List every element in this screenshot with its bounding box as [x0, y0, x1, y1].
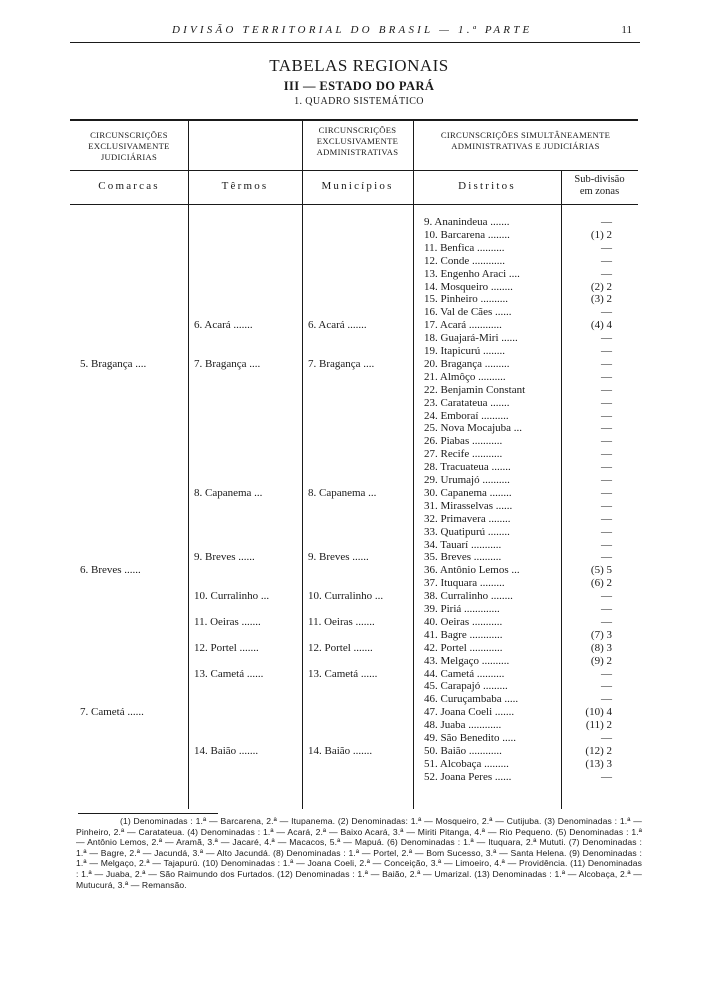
district-name: 25. Nova Mocajuba ...: [424, 422, 523, 435]
district-name: 40. Oeiras ...........: [424, 615, 503, 628]
district-subdivision: (13) 3: [585, 757, 612, 770]
district-name: 19. Itapicurú ........: [424, 345, 505, 357]
municipio-name: 12. Portel .......: [308, 641, 373, 654]
municipio-name: 8. Capanema ...: [308, 486, 377, 499]
district-subdivision: —: [601, 615, 612, 628]
column-header-distritos: Distritos: [458, 180, 516, 192]
district-subdivision: —: [601, 551, 612, 564]
footnotes: [76, 816, 642, 890]
district-name: 31. Mirasselvas ......: [424, 499, 513, 512]
district-subdivision: —: [601, 603, 612, 615]
district-name: 22. Benjamin Constant: [424, 383, 526, 396]
column-header-municipios: Municípios: [321, 180, 394, 192]
page-title: TABELAS REGIONAIS: [269, 56, 449, 75]
district-subdivision: (7) 3: [590, 628, 612, 641]
district-name: 52. Joana Peres ......: [424, 770, 512, 783]
termo-name: 7. Bragança ....: [194, 357, 261, 370]
district-name: 49. São Benedito .....: [424, 732, 516, 744]
district-name: 10. Barcarena ........: [424, 228, 510, 241]
district-subdivision: —: [601, 448, 612, 461]
district-subdivision: (10) 4: [585, 706, 612, 719]
municipio-name: 11. Oeiras .......: [308, 615, 375, 628]
column-divider-2: [302, 119, 303, 809]
district-name: 15. Pinheiro ..........: [424, 293, 509, 306]
district-name: 33. Quatipurú ........: [424, 525, 510, 538]
district-name: 39. Piriá .............: [424, 603, 500, 615]
column-divider-3: [413, 119, 414, 809]
district-name: 32. Primavera ........: [424, 512, 511, 525]
district-subdivision: —: [601, 770, 612, 783]
district-subdivision: —: [601, 525, 612, 538]
district-name: 43. Melgaço ..........: [424, 654, 510, 667]
termo-name: 13. Cametá ......: [194, 667, 264, 680]
municipio-name: 6. Acará .......: [308, 319, 367, 332]
district-name: 9. Ananindeua .......: [424, 216, 510, 228]
running-head: [70, 24, 640, 42]
district-subdivision: (5) 5: [590, 564, 612, 577]
district-subdivision: —: [601, 267, 612, 280]
district-subdivision: (11) 2: [585, 719, 612, 732]
district-name: 50. Baião ............: [424, 744, 502, 757]
district-name: 46. Curuçambaba .....: [424, 693, 519, 706]
district-subdivision: —: [601, 306, 612, 319]
termo-name: 10. Curralinho ...: [194, 590, 270, 603]
footnote-text: (1) Denominadas : 1.ª — Barcarena, 2.ª — Itupanema. (2) Denominadas: 1.ª — Mosqueiro, 2.ª — Cutijuba. (3) Denominadas : 1.ª — Pinheiro, 2.ª — Caratateua. (4) Denominadas : 1.ª — Acará, 2.ª — Baixo Acará, 3.ª — Miriti Pitanga, 4.ª — Rio Pequeno. (5) Denominadas : 1.ª — Antônio Lemos, 2.ª — Aramã, 3.ª — Jacaré, 4.ª — Macacos, 5.ª — Mapuá. (6) Denominadas : 1.ª — Ituquara, 2.ª Mututi. (7) Denominadas : 1.ª — Bagre, 2.ª — Jacundá, 3.ª — Alto Jacundá. (8) Denominadas : 1.ª — Portel, 2.ª — Bom Sucesso, 3.ª — Santa Helena. (9) Denominadas : 1.ª — Melgaço, 2.ª — Tajapurú. (10) Denominadas : 1.ª — Joana Coeli, 2.ª — Conceição, 3.ª — Limoeiro, 4.ª — Providência. (11) Denominadas : 1.ª — Juaba, 2.ª — São Raimundo dos Furtados. (12) Denominadas : 1.ª — Baião, 2.ª — Umarizal. (13) Denominadas : 1.ª — Alcobaça, 2.ª — Mutucurá, 3.ª — Remansão.: [76, 816, 642, 890]
district-name: 51. Alcobaça .........: [424, 757, 509, 770]
district-subdivision: —: [601, 422, 612, 435]
group-header-administrative: CIRCUNSCRIÇÕES EXCLUSIVAMENTE ADMINISTRATIVAS: [316, 125, 399, 157]
district-name: 34. Tauarí ...........: [424, 538, 502, 551]
group-header-rule: [70, 170, 638, 171]
comarca-name: 6. Breves ......: [80, 564, 141, 577]
district-subdivision: —: [601, 512, 612, 525]
column-header-subdivisao: Sub-divisão em zonas: [574, 174, 625, 197]
municipio-name: 7. Bragança ....: [308, 357, 375, 370]
comarca-name: 7. Cametá ......: [80, 706, 144, 719]
district-subdivision: —: [601, 254, 612, 267]
municipio-name: 14. Baião .......: [308, 744, 373, 757]
district-subdivision: —: [601, 486, 612, 499]
district-subdivision: —: [601, 345, 612, 357]
district-name: 28. Tracuateua .......: [424, 461, 511, 474]
district-name: 41. Bagre ............: [424, 628, 503, 641]
district-name: 36. Antônio Lemos ...: [424, 564, 520, 577]
district-name: 26. Piabas ...........: [424, 435, 503, 448]
district-subdivision: —: [601, 474, 612, 486]
district-subdivision: —: [601, 680, 612, 693]
district-subdivision: (8) 3: [590, 641, 612, 654]
district-subdivision: —: [601, 241, 612, 254]
running-head-rule: [70, 42, 640, 43]
district-name: 27. Recife ...........: [424, 448, 503, 461]
municipio-name: 9. Breves ......: [308, 551, 369, 564]
district-subdivision: —: [601, 667, 612, 680]
district-subdivision: —: [601, 590, 612, 603]
district-name: 21. Almôço ..........: [424, 370, 506, 383]
district-name: 45. Carapajó .........: [424, 680, 508, 693]
footnote-rule: [78, 813, 218, 814]
district-subdivision: (4) 4: [590, 319, 612, 332]
group-header-judiciary: CIRCUNSCRIÇÕES EXCLUSIVAMENTE JUDICIÁRIAS: [88, 130, 170, 162]
district-name: 17. Acará ............: [424, 319, 502, 332]
termo-name: 6. Acará .......: [194, 319, 253, 332]
district-name: 20. Bragança .........: [424, 357, 510, 370]
district-name: 29. Urumajó ..........: [424, 474, 510, 486]
district-name: 12. Conde ............: [424, 254, 505, 267]
column-divider-1: [188, 119, 189, 809]
district-name: 16. Val de Cães ......: [424, 306, 512, 319]
page-number: 11: [621, 24, 632, 36]
district-subdivision: —: [601, 435, 612, 448]
district-subdivision: —: [601, 396, 612, 409]
table-top-rule: [70, 119, 638, 121]
district-name: 37. Ituquara .........: [424, 577, 505, 590]
state-title: III — ESTADO DO PARÁ: [283, 79, 435, 93]
district-name: 48. Juaba ............: [424, 719, 502, 732]
district-subdivision: —: [601, 383, 612, 396]
district-subdivision: —: [601, 461, 612, 474]
district-subdivision: —: [601, 409, 612, 422]
district-name: 18. Guajará-Miri ......: [424, 332, 518, 345]
district-name: 35. Breves ..........: [424, 551, 502, 564]
termo-name: 11. Oeiras .......: [194, 615, 261, 628]
district-subdivision: (2) 2: [590, 280, 612, 293]
district-name: 38. Curralinho ........: [424, 590, 513, 603]
termo-name: 8. Capanema ...: [194, 486, 263, 499]
district-subdivision: —: [601, 216, 612, 228]
district-subdivision: (1) 2: [590, 228, 612, 241]
district-name: 13. Engenho Araci ....: [424, 267, 520, 280]
district-subdivision: —: [601, 332, 612, 345]
district-subdivision: —: [601, 693, 612, 706]
termo-name: 14. Baião .......: [194, 744, 259, 757]
district-name: 44. Cametá ..........: [424, 667, 505, 680]
district-subdivision: (6) 2: [590, 577, 612, 590]
termo-name: 12. Portel .......: [194, 641, 259, 654]
column-header-comarcas: Comarcas: [98, 180, 160, 192]
district-name: 11. Benfica ..........: [424, 241, 505, 254]
district-name: 23. Caratateua .......: [424, 396, 510, 409]
district-subdivision: —: [601, 732, 612, 744]
column-header-termos: Têrmos: [221, 180, 269, 192]
district-name: 24. Emboraí ..........: [424, 409, 509, 422]
district-name: 47. Joana Coeli .......: [424, 706, 515, 719]
column-header-rule: [70, 204, 638, 205]
district-subdivision: —: [601, 357, 612, 370]
district-name: 30. Capanema ........: [424, 486, 512, 499]
municipio-name: 10. Curralinho ...: [308, 590, 384, 603]
district-subdivision: —: [601, 499, 612, 512]
running-head-title: DIVISÃO TERRITORIAL DO BRASIL — 1.ª PARTE: [172, 24, 533, 36]
district-name: 14. Mosqueiro ........: [424, 280, 513, 293]
municipio-name: 13. Cametá ......: [308, 667, 378, 680]
section-title: 1. QUADRO SISTEMÁTICO: [294, 96, 424, 107]
district-subdivision: —: [601, 370, 612, 383]
termo-name: 9. Breves ......: [194, 551, 255, 564]
district-name: 42. Portel ............: [424, 641, 503, 654]
district-subdivision: —: [601, 538, 612, 551]
comarca-name: 5. Bragança ....: [80, 357, 147, 370]
district-subdivision: (9) 2: [590, 654, 612, 667]
group-header-both: CIRCUNSCRIÇÕES SIMULTÂNEAMENTE ADMINISTRATIVAS E JUDICIÁRIAS: [440, 130, 611, 151]
district-subdivision: (3) 2: [590, 293, 612, 306]
district-subdivision: (12) 2: [585, 744, 612, 757]
